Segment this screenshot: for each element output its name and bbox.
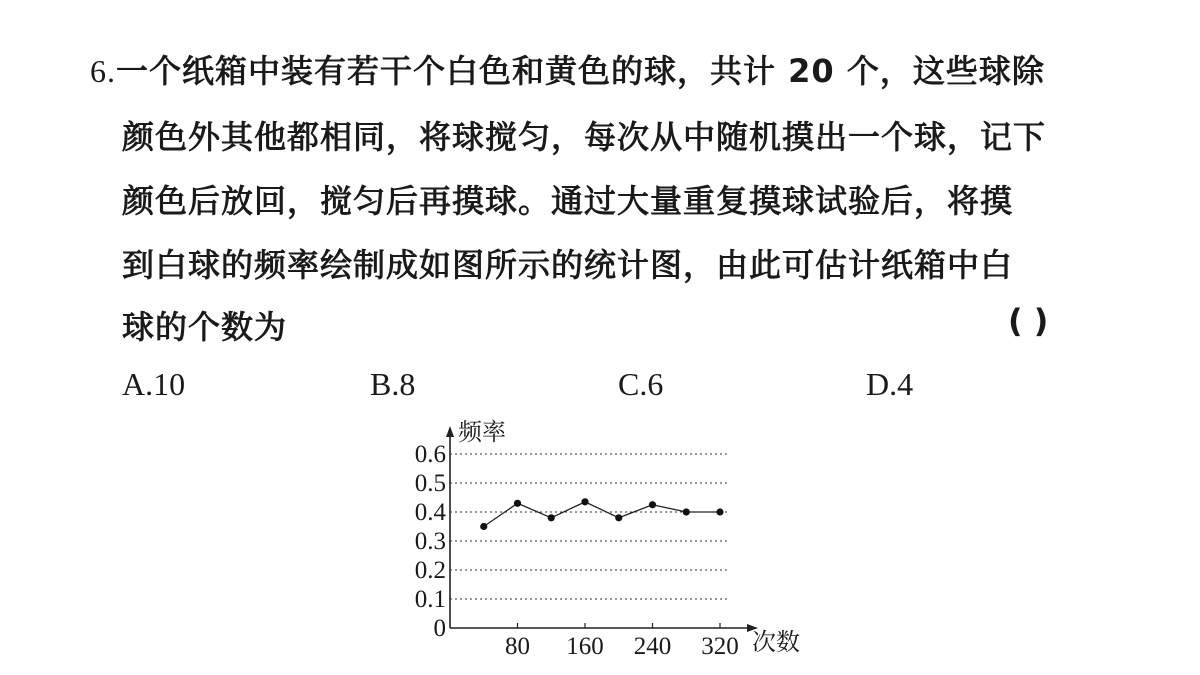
- data-point: [615, 514, 622, 521]
- y-tick-label: 0.4: [414, 499, 446, 526]
- y-tick-labels: [415, 441, 447, 642]
- option-a[interactable]: A.10: [122, 366, 186, 402]
- y-tick-label: 0.2: [414, 557, 446, 584]
- y-axis-arrow: [446, 426, 454, 437]
- x-axis-label: 次数: [752, 628, 800, 656]
- x-tick-label: 80: [505, 633, 530, 660]
- y-tick-label: 0.1: [414, 586, 446, 613]
- x-tick-label: 240: [633, 633, 672, 660]
- y-tick-label: 0.6: [414, 441, 446, 468]
- data-point: [649, 501, 656, 508]
- data-point: [480, 523, 487, 530]
- frequency-chart: [396, 414, 816, 664]
- answer-bracket: ( ): [1008, 302, 1049, 340]
- data-point: [514, 500, 521, 507]
- option-c[interactable]: C.6: [618, 366, 664, 402]
- grid-lines: [450, 454, 730, 599]
- option-b[interactable]: B.8: [370, 366, 416, 402]
- y-tick-label: 0: [433, 615, 446, 642]
- y-axis-label: 频率: [458, 418, 506, 446]
- question-line-2: 颜色外其他都相同，将球搅匀，每次从中随机摸出一个球，记下: [122, 118, 1047, 156]
- question-line-5: 球的个数为: [122, 308, 288, 346]
- question-line-3: 颜色后放回，搅匀后再摸球。通过大量重复摸球试验后，将摸: [122, 182, 1014, 220]
- data-point: [581, 498, 588, 505]
- data-point: [683, 508, 690, 515]
- y-tick-label: 0.3: [414, 528, 446, 555]
- series-line: [480, 498, 723, 530]
- question-line-4: 到白球的频率绘制成如图所示的统计图，由此可估计纸箱中白: [122, 246, 1014, 284]
- question-number: 6.: [90, 53, 116, 89]
- option-d[interactable]: D.4: [866, 366, 914, 402]
- question-line-1: 6.一个纸箱中装有若干个白色和黄色的球，共计 20 个，这些球除: [90, 52, 1045, 90]
- axes: [446, 426, 758, 632]
- x-tick-label: 320: [701, 633, 739, 660]
- data-point: [716, 508, 723, 515]
- y-tick-label: 0.5: [414, 470, 446, 497]
- data-point: [548, 514, 555, 521]
- x-tick-label: 160: [566, 633, 604, 660]
